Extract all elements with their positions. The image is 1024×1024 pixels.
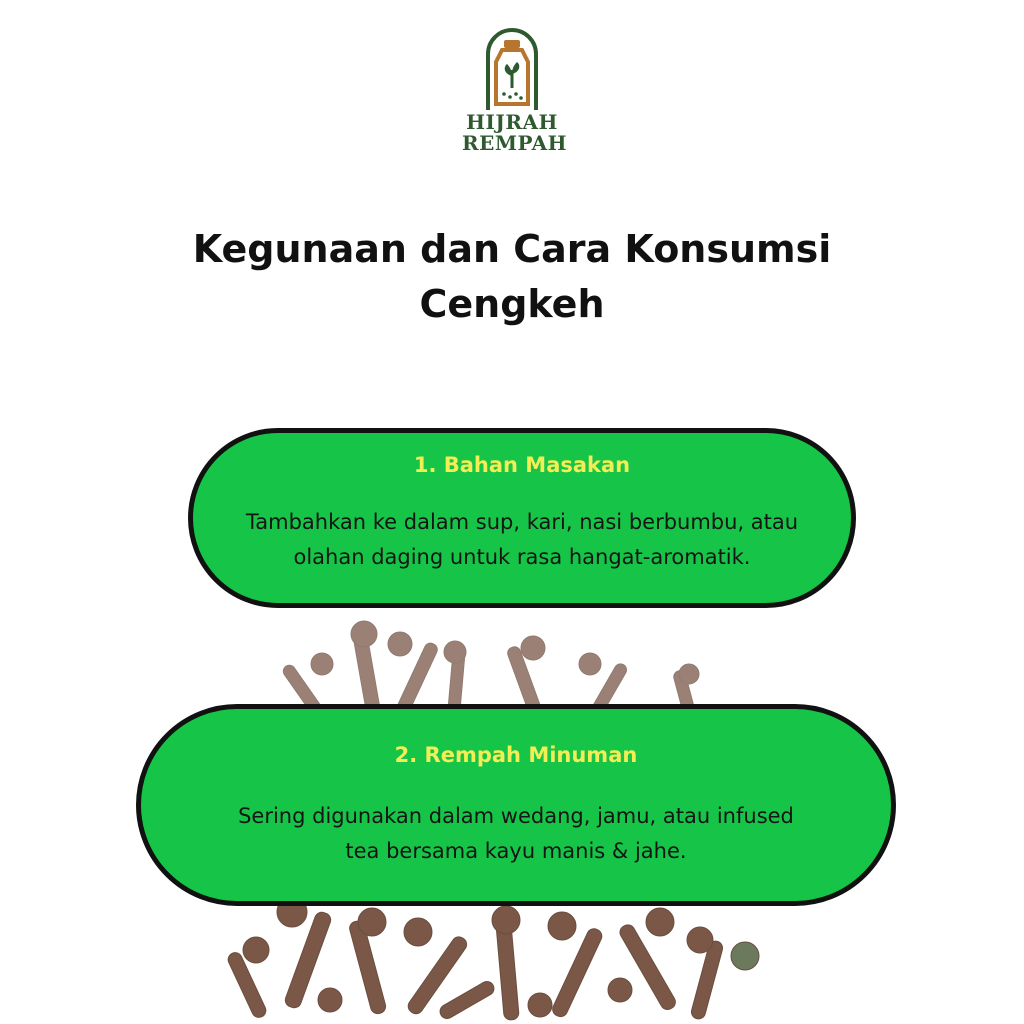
page-title-line2: Cengkeh	[419, 282, 605, 326]
usage-card-drink	[136, 704, 896, 906]
brand-name	[462, 110, 568, 155]
usage-card-text-line1: Sering digunakan dalam wedang, jamu, atau infused	[238, 804, 794, 828]
brand-name-line2: REMPAH	[462, 131, 568, 155]
usage-card-cooking	[188, 428, 856, 608]
spice-jar-icon	[484, 26, 540, 114]
usage-card-title: 2. Rempah Minuman	[394, 743, 638, 767]
usage-card-text-line1: Tambahkan ke dalam sup, kari, nasi berbumbu, atau	[245, 510, 799, 534]
page-title	[100, 222, 924, 332]
page-title-line1: Kegunaan dan Cara Konsumsi	[192, 227, 832, 271]
usage-card-text-line2: olahan daging untuk rasa hangat-aromatik.	[293, 545, 751, 569]
usage-card-title: 1. Bahan Masakan	[413, 453, 631, 477]
usage-card-text-line2: tea bersama kayu manis & jahe.	[345, 839, 687, 863]
usage-card-text	[246, 505, 798, 575]
usage-card-text	[238, 799, 794, 869]
brand-name-line1: HIJRAH	[466, 110, 558, 134]
